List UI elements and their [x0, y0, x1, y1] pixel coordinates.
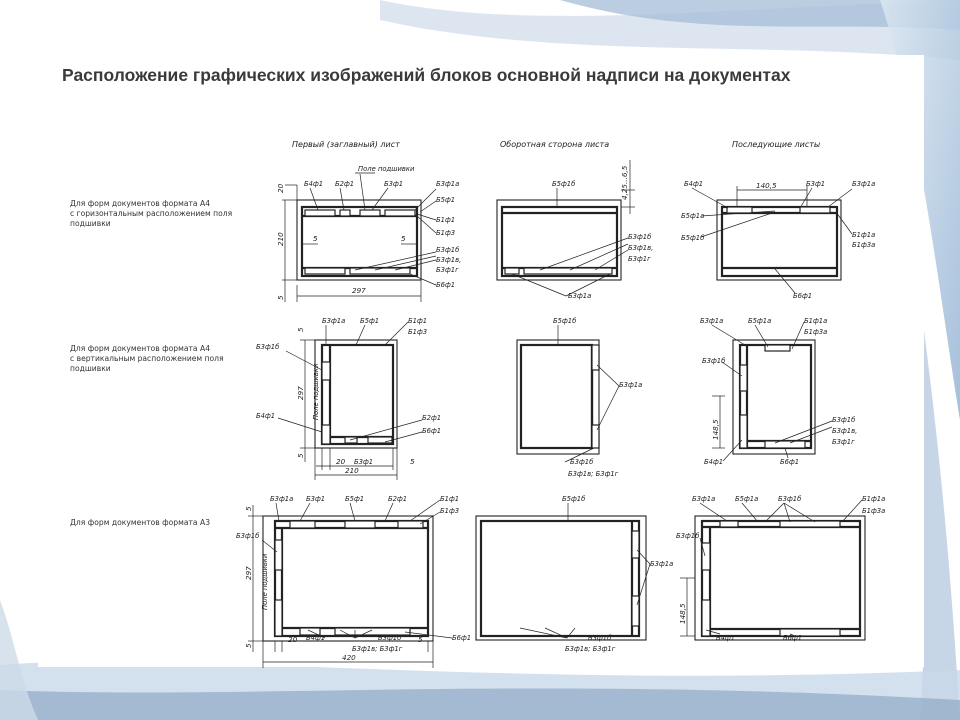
r3c1-label-b3f1b: Б3ф1б [236, 532, 260, 540]
r3c1-dim-5-right: 5 [418, 635, 423, 644]
r1c2-label-b3f1a: Б3ф1а [568, 292, 592, 300]
r1c3-label-b1f3a: Б1ф3а [852, 241, 876, 249]
r2c1-label-b3f1b: Б3ф1б [256, 343, 280, 351]
r2c1-dim-5-right: 5 [410, 457, 415, 466]
r1c1-dim-210: 210 [276, 232, 285, 246]
r1c1-dim-5-inner-left: 5 [313, 234, 318, 243]
r2c3-label-b3f1g: Б3ф1г [832, 438, 855, 446]
r2c1-label-b3f1a: Б3ф1а [322, 317, 346, 325]
r2c3-label-b4f1: Б4ф1 [704, 458, 724, 466]
r2c3-label-b3f1a: Б3ф1а [700, 317, 724, 325]
r1c2-dim-425: 4,25...6,5 [620, 165, 629, 200]
r1c1-dim-297: 297 [352, 286, 366, 295]
r2c1-label-b1f3: Б1ф3 [408, 328, 428, 336]
r2c3-label-b1f3a: Б1ф3а [804, 328, 828, 336]
r2c1-label-b5f1: Б5ф1 [360, 317, 380, 325]
r3c1-dim-5-top: 5 [244, 506, 253, 511]
r2c1-dim-210: 210 [345, 466, 359, 475]
r3c1-dim-297: 297 [244, 566, 253, 580]
r2c1-dim-5-top: 5 [296, 327, 305, 332]
column-header-first: Первый (заглавный) лист [292, 140, 400, 149]
r1c3-label-b1f1a: Б1ф1а [852, 231, 876, 239]
r2c2-label-b3f1b: Б3ф1б [570, 458, 594, 466]
r2c1-label-b4f1: Б4ф1 [256, 412, 276, 420]
r2-first-sheet [256, 317, 441, 480]
r2c3-label-b3f1b-right: Б3ф1б [832, 416, 856, 424]
r2c3-label-b1f1a: Б1ф1а [804, 317, 828, 325]
r2-subsequent-sheet [700, 317, 857, 466]
r1c1-label-b4f1: Б4ф1 [304, 180, 324, 188]
row3-label-line1: Для форм документов формата А3 [70, 518, 211, 527]
r3c1-dim-5-bottom: 5 [244, 643, 253, 648]
r3-subsequent-sheet [676, 495, 885, 642]
r1c2-label-b3f1v: Б3ф1в, [628, 244, 654, 252]
r1c3-label-b4f1: Б4ф1 [684, 180, 704, 188]
r1c1-label-b2f1: Б2ф1 [335, 180, 355, 188]
r3c1-label-b1f3: Б1ф3 [440, 507, 460, 515]
r2c1-dim-20: 20 [336, 457, 346, 466]
row2-label-line3: подшивки [70, 364, 111, 373]
r1c1-label-b5f1: Б5ф1 [436, 196, 456, 204]
r1c3-label-b3f1: Б3ф1 [806, 180, 826, 188]
r1c1-label-b6f1: Б6ф1 [436, 281, 456, 289]
r3c1-label-b3f1vg: Б3ф1в; Б3ф1г [352, 645, 403, 653]
r2c1-label-b2f1: Б2ф1 [422, 414, 442, 422]
r3c1-label-b4f1: Б4ф1 [306, 634, 326, 642]
r3c3-label-b3f1a: Б3ф1а [692, 495, 716, 503]
r1-reverse-sheet [497, 160, 653, 300]
r2c1-field-label: Поле подшивки [312, 363, 320, 420]
r3c3-dim-1485: 148,5 [678, 603, 687, 624]
r2c3-dim-1485: 148,5 [711, 419, 720, 440]
r1c3-dim-1405: 140,5 [756, 181, 777, 190]
page-title: Расположение графических изображений блоков основной надписи на документах [62, 65, 791, 85]
r1c3-label-b5f1a: Б5ф1а [681, 212, 705, 220]
r3c3-label-b1f1a: Б1ф1а [862, 495, 886, 503]
r3c1-dim-20: 20 [288, 635, 298, 644]
r3c1-label-b2f1: Б2ф1 [388, 495, 408, 503]
column-header-reverse: Оборотная сторона листа [500, 140, 610, 149]
r1c1-dim-5-left: 5 [276, 295, 285, 300]
r2c1-dim-5-bottom: 5 [296, 453, 305, 458]
r2c3-label-b6f1: Б6ф1 [780, 458, 800, 466]
r1c1-label-b3f1a: Б3ф1а [436, 180, 460, 188]
r3c1-label-b6f1: Б6ф1 [452, 634, 472, 642]
r3c3-label-b3f1b-top: Б3ф1б [778, 495, 802, 503]
r1-subsequent-sheet [681, 180, 875, 300]
r1c1-label-b3f1v: Б3ф1в, [436, 256, 462, 264]
r3c1-dim-420: 420 [342, 653, 356, 662]
r2c1-label-b3f1-bottom: Б3ф1 [354, 458, 374, 466]
r3c3-label-b3f1b-left: Б3ф1б [676, 532, 700, 540]
r3c3-label-b1f3a: Б1ф3а [862, 507, 886, 515]
r1c1-dim-5-inner-right: 5 [401, 234, 406, 243]
r3-reverse-sheet [476, 495, 673, 653]
r1c3-label-b6f1: Б6ф1 [793, 292, 813, 300]
row2-label-line2: с вертикальным расположением поля [70, 354, 224, 363]
r3c2-label-b5f1b: Б5ф1б [562, 495, 586, 503]
r3c3-label-b6f1: Б6ф1 [783, 634, 803, 642]
r3c1-label-b3f1a: Б3ф1а [270, 495, 294, 503]
r3c3-label-b5f1a: Б5ф1а [735, 495, 759, 503]
r1c1-label-b1f3: Б1ф3 [436, 229, 456, 237]
r3c1-label-b5f1: Б5ф1 [345, 495, 365, 503]
r1c1-dim-20: 20 [276, 183, 285, 193]
r1c1-label-b3f1: Б3ф1 [384, 180, 404, 188]
r2c1-label-b6f1: Б6ф1 [422, 427, 442, 435]
r3c1-label-b1f1: Б1ф1 [440, 495, 460, 503]
r2c3-label-b5f1a: Б5ф1а [748, 317, 772, 325]
r1c2-label-b5f1b: Б5ф1б [552, 180, 576, 188]
r1c2-label-b3f1b: Б3ф1б [628, 233, 652, 241]
r2c2-label-b3f1a: Б3ф1а [619, 381, 643, 389]
r1c3-label-b5f1b: Б5ф1б [681, 234, 705, 242]
r3c1-label-b3f1b-bottom: Б3ф1б [378, 634, 402, 642]
r3c3-label-b4f1: Б4ф1 [716, 634, 736, 642]
row1-label-line2: с горизонтальным расположением поля [70, 209, 233, 218]
r2-reverse-sheet [517, 317, 642, 478]
r3-first-sheet [236, 495, 471, 668]
r1c1-label-b3f1g: Б3ф1г [436, 266, 459, 274]
column-header-subsequent: Последующие листы [732, 140, 821, 149]
row2-label-line1: Для форм документов формата А4 [70, 344, 211, 353]
row1-label-line1: Для форм документов формата А4 [70, 199, 211, 208]
row1-label-line3: подшивки [70, 219, 111, 228]
r3c1-field-label: Поле подшивки [261, 553, 269, 610]
r2c1-dim-297: 297 [296, 386, 305, 400]
r1c3-label-b3f1a: Б3ф1а [852, 180, 876, 188]
r2c3-label-b3f1b: Б3ф1б [702, 357, 726, 365]
r2c2-label-b3f1vg: Б3ф1в; Б3ф1г [568, 470, 619, 478]
r3c2-label-b3f1vg: Б3ф1в; Б3ф1г [565, 645, 616, 653]
r1c1-label-b1f1: Б1ф1 [436, 216, 456, 224]
r3c2-label-b3f1b: Б3ф1б [588, 634, 612, 642]
r2c2-label-b5f1b: Б5ф1б [553, 317, 577, 325]
r1-first-sheet [276, 165, 461, 302]
r1c2-label-b3f1g: Б3ф1г [628, 255, 651, 263]
r3c2-label-b3f1a: Б3ф1а [650, 560, 674, 568]
r2c1-label-b1f1: Б1ф1 [408, 317, 428, 325]
r2c3-label-b3f1v: Б3ф1в, [832, 427, 858, 435]
r1c1-label-field: Поле подшивки [358, 165, 415, 173]
r3c1-label-b3f1: Б3ф1 [306, 495, 326, 503]
r1c1-label-b3f1b: Б3ф1б [436, 246, 460, 254]
